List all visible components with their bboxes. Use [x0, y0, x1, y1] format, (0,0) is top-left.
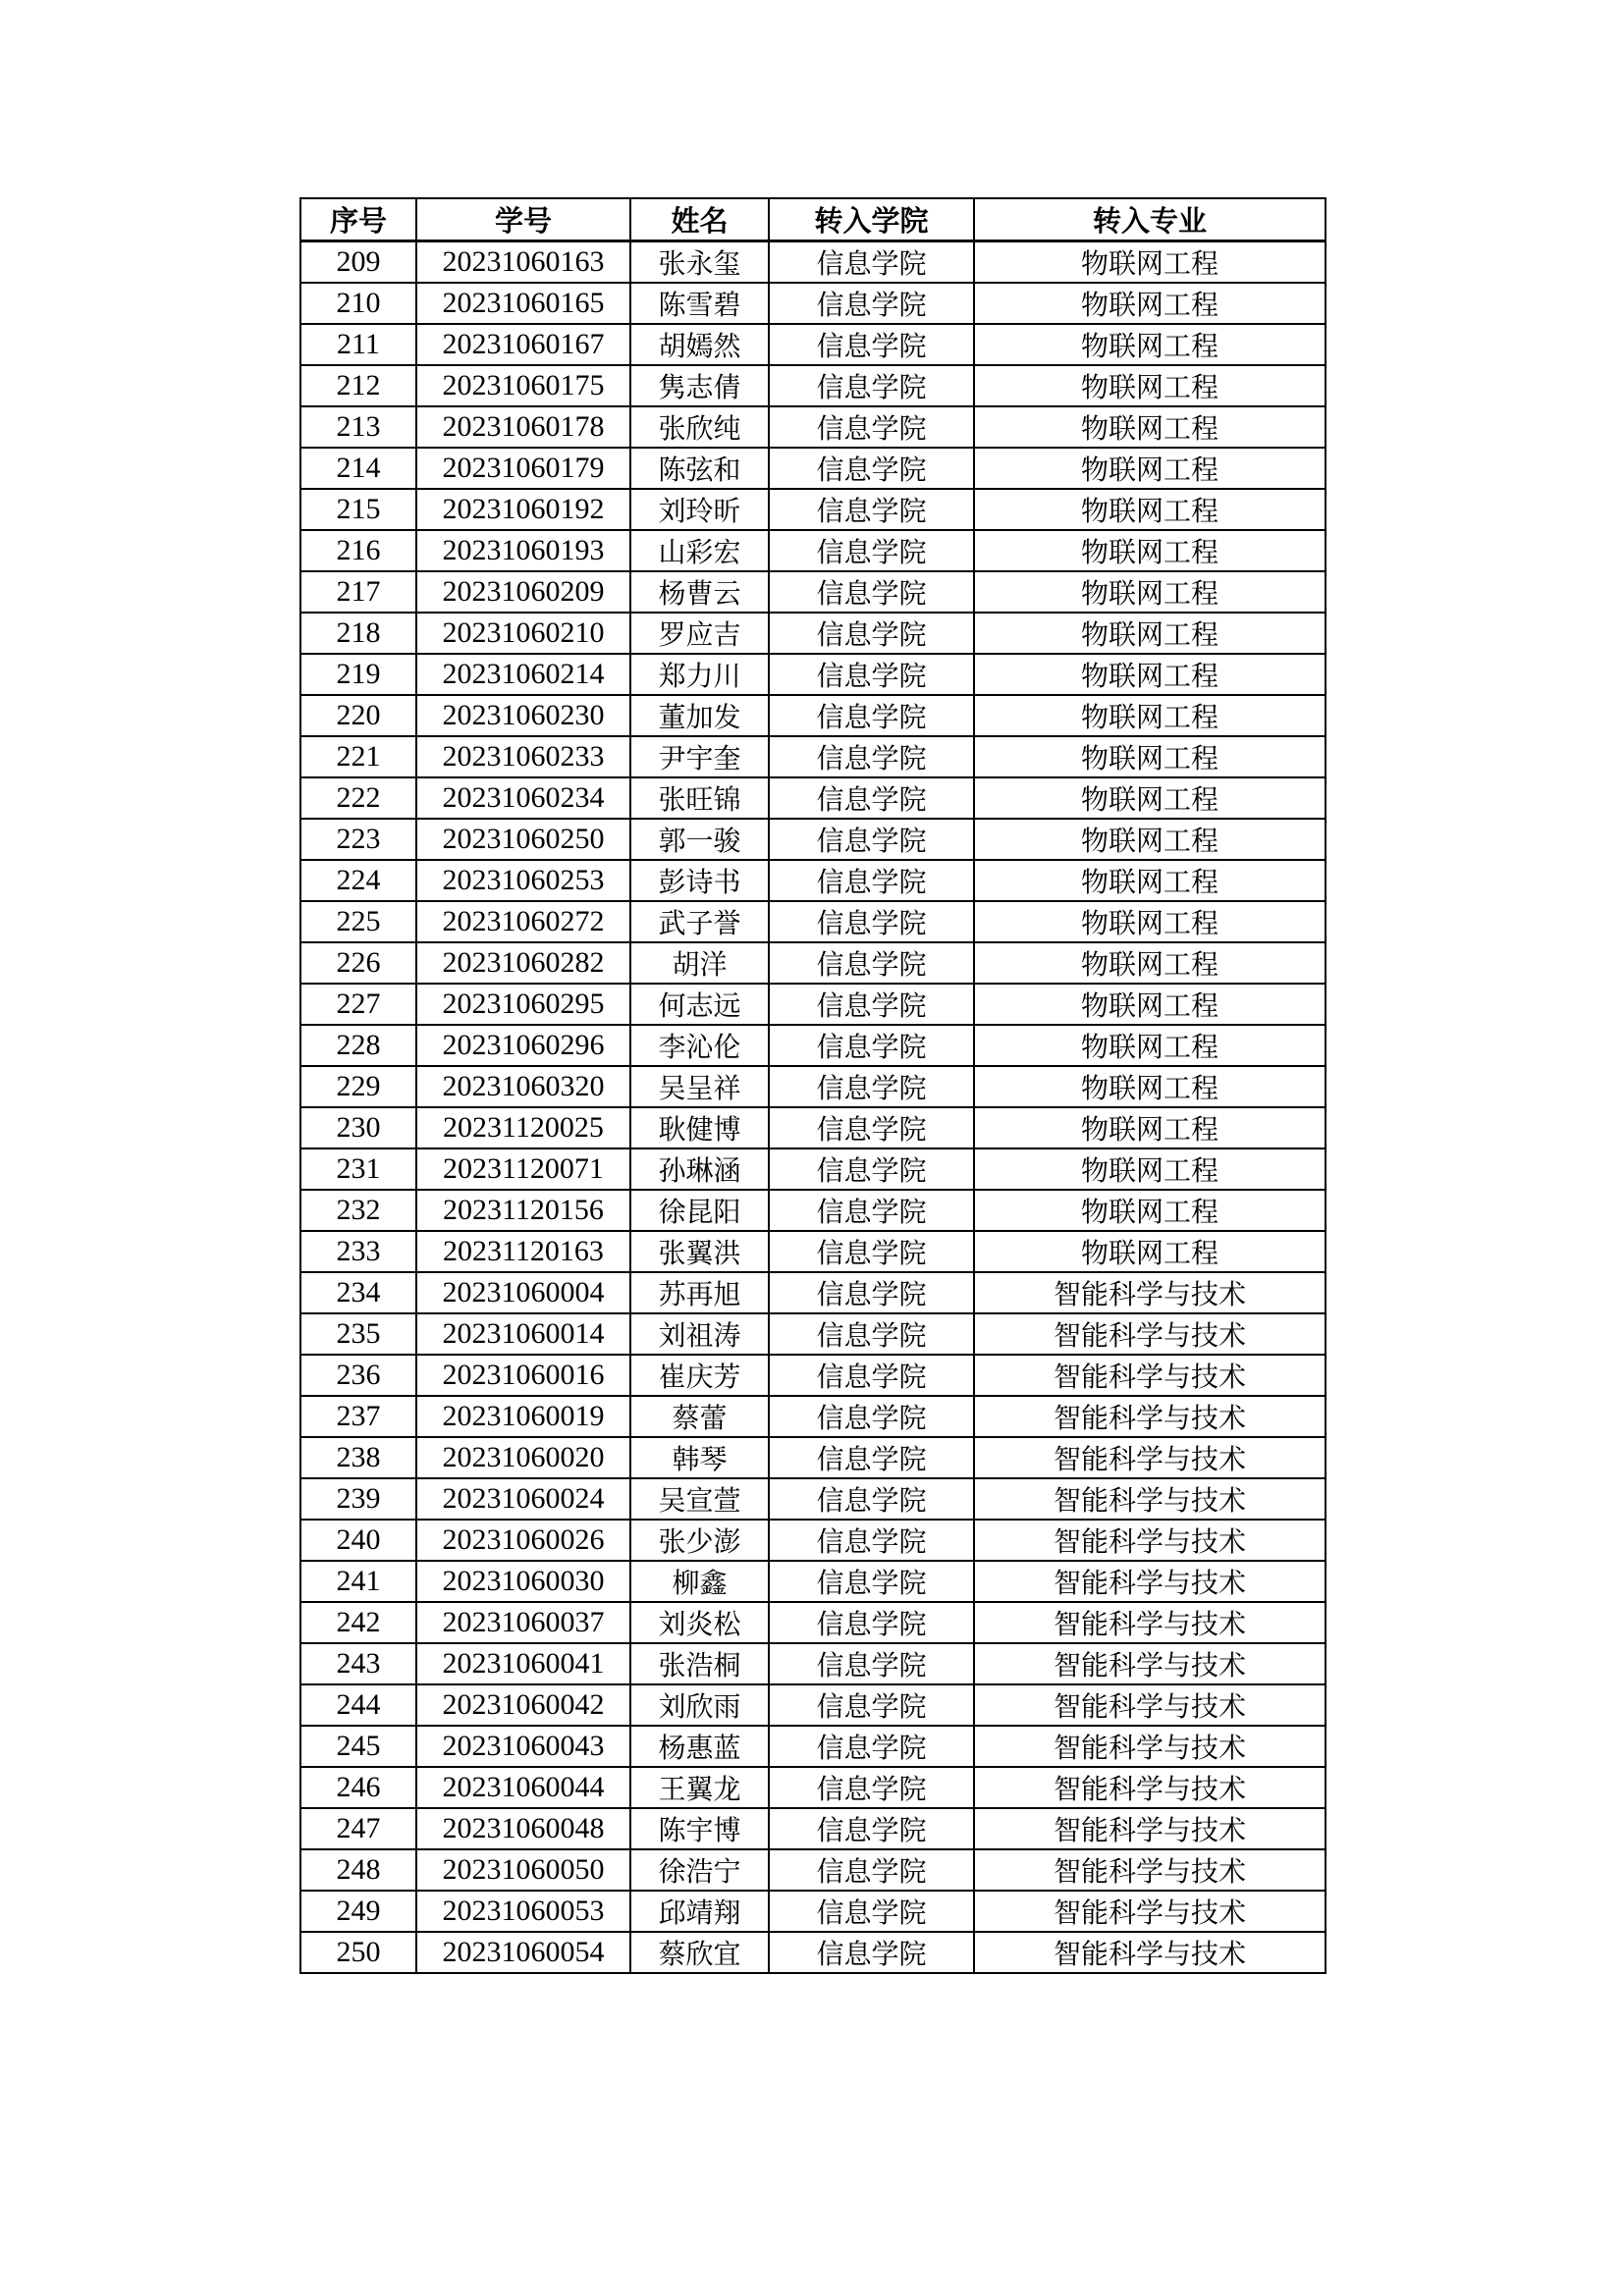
cell-student-id: 20231060179 — [416, 448, 630, 489]
cell-name: 韩琴 — [630, 1437, 769, 1478]
cell-target-major: 智能科学与技术 — [974, 1478, 1326, 1520]
cell-student-id: 20231060167 — [416, 324, 630, 365]
cell-student-id: 20231060233 — [416, 736, 630, 777]
table-row — [300, 324, 1326, 365]
cell-target-major: 智能科学与技术 — [974, 1396, 1326, 1437]
cell-name: 张浩桐 — [630, 1643, 769, 1684]
cell-index: 225 — [300, 901, 416, 942]
table-row — [300, 241, 1326, 284]
table-row — [300, 1684, 1326, 1726]
cell-student-id: 20231060253 — [416, 860, 630, 901]
cell-student-id: 20231060214 — [416, 654, 630, 695]
cell-target-college: 信息学院 — [769, 1190, 974, 1231]
table-row — [300, 777, 1326, 819]
cell-target-college: 信息学院 — [769, 1520, 974, 1561]
table-row — [300, 1808, 1326, 1849]
cell-target-major: 物联网工程 — [974, 984, 1326, 1025]
table-row — [300, 1437, 1326, 1478]
cell-target-major: 智能科学与技术 — [974, 1684, 1326, 1726]
cell-target-college: 信息学院 — [769, 901, 974, 942]
cell-index: 214 — [300, 448, 416, 489]
cell-index: 218 — [300, 613, 416, 654]
table-row — [300, 1602, 1326, 1643]
cell-target-college: 信息学院 — [769, 1148, 974, 1190]
cell-student-id: 20231120025 — [416, 1107, 630, 1148]
cell-student-id: 20231060234 — [416, 777, 630, 819]
cell-student-id: 20231060042 — [416, 1684, 630, 1726]
cell-target-major: 智能科学与技术 — [974, 1602, 1326, 1643]
cell-name: 吴呈祥 — [630, 1066, 769, 1107]
table-row — [300, 819, 1326, 860]
table-row — [300, 1891, 1326, 1932]
cell-target-college: 信息学院 — [769, 1396, 974, 1437]
cell-target-college: 信息学院 — [769, 530, 974, 571]
cell-target-major: 智能科学与技术 — [974, 1313, 1326, 1355]
table-row — [300, 489, 1326, 530]
cell-target-college: 信息学院 — [769, 736, 974, 777]
cell-target-college: 信息学院 — [769, 819, 974, 860]
cell-index: 248 — [300, 1849, 416, 1891]
cell-index: 244 — [300, 1684, 416, 1726]
table-row — [300, 942, 1326, 984]
cell-student-id: 20231060030 — [416, 1561, 630, 1602]
cell-name: 刘玲昕 — [630, 489, 769, 530]
table-row — [300, 1107, 1326, 1148]
cell-student-id: 20231060044 — [416, 1767, 630, 1808]
cell-student-id: 20231060175 — [416, 365, 630, 406]
cell-name: 陈宇博 — [630, 1808, 769, 1849]
table-row — [300, 1849, 1326, 1891]
table-row — [300, 736, 1326, 777]
cell-index: 227 — [300, 984, 416, 1025]
cell-index: 242 — [300, 1602, 416, 1643]
cell-target-major: 智能科学与技术 — [974, 1767, 1326, 1808]
cell-target-major: 物联网工程 — [974, 819, 1326, 860]
cell-target-college: 信息学院 — [769, 695, 974, 736]
cell-name: 李沁伦 — [630, 1025, 769, 1066]
cell-target-major: 智能科学与技术 — [974, 1849, 1326, 1891]
cell-student-id: 20231060209 — [416, 571, 630, 613]
cell-target-major: 物联网工程 — [974, 1107, 1326, 1148]
cell-name: 杨惠蓝 — [630, 1726, 769, 1767]
cell-name: 山彩宏 — [630, 530, 769, 571]
cell-name: 何志远 — [630, 984, 769, 1025]
cell-student-id: 20231060210 — [416, 613, 630, 654]
cell-index: 229 — [300, 1066, 416, 1107]
cell-target-college: 信息学院 — [769, 1891, 974, 1932]
cell-target-major: 物联网工程 — [974, 613, 1326, 654]
cell-student-id: 20231060193 — [416, 530, 630, 571]
cell-index: 223 — [300, 819, 416, 860]
cell-target-major: 智能科学与技术 — [974, 1932, 1326, 1973]
cell-student-id: 20231060163 — [416, 241, 630, 284]
cell-student-id: 20231060192 — [416, 489, 630, 530]
cell-target-college: 信息学院 — [769, 942, 974, 984]
cell-index: 219 — [300, 654, 416, 695]
cell-name: 蔡蕾 — [630, 1396, 769, 1437]
cell-target-major: 智能科学与技术 — [974, 1808, 1326, 1849]
cell-student-id: 20231060014 — [416, 1313, 630, 1355]
table-row — [300, 1561, 1326, 1602]
table-row — [300, 1767, 1326, 1808]
cell-name: 隽志倩 — [630, 365, 769, 406]
cell-target-major: 智能科学与技术 — [974, 1437, 1326, 1478]
cell-index: 210 — [300, 283, 416, 324]
cell-name: 郭一骏 — [630, 819, 769, 860]
cell-target-major: 物联网工程 — [974, 324, 1326, 365]
cell-target-major: 智能科学与技术 — [974, 1726, 1326, 1767]
cell-target-major: 物联网工程 — [974, 736, 1326, 777]
header-target-major: 转入专业 — [974, 198, 1326, 241]
table-row — [300, 1272, 1326, 1313]
cell-target-major: 物联网工程 — [974, 448, 1326, 489]
cell-target-college: 信息学院 — [769, 777, 974, 819]
cell-target-college: 信息学院 — [769, 1932, 974, 1973]
header-name: 姓名 — [630, 198, 769, 241]
cell-target-college: 信息学院 — [769, 1767, 974, 1808]
cell-index: 221 — [300, 736, 416, 777]
cell-index: 246 — [300, 1767, 416, 1808]
cell-student-id: 20231060272 — [416, 901, 630, 942]
cell-index: 239 — [300, 1478, 416, 1520]
cell-target-college: 信息学院 — [769, 1602, 974, 1643]
cell-index: 250 — [300, 1932, 416, 1973]
cell-index: 212 — [300, 365, 416, 406]
table-row — [300, 1520, 1326, 1561]
cell-target-college: 信息学院 — [769, 1726, 974, 1767]
table-row — [300, 1478, 1326, 1520]
cell-index: 215 — [300, 489, 416, 530]
cell-index: 222 — [300, 777, 416, 819]
cell-index: 231 — [300, 1148, 416, 1190]
cell-target-major: 物联网工程 — [974, 942, 1326, 984]
cell-name: 陈雪碧 — [630, 283, 769, 324]
cell-index: 245 — [300, 1726, 416, 1767]
table-row — [300, 901, 1326, 942]
cell-name: 苏再旭 — [630, 1272, 769, 1313]
cell-target-college: 信息学院 — [769, 1561, 974, 1602]
cell-target-major: 智能科学与技术 — [974, 1520, 1326, 1561]
table-row — [300, 530, 1326, 571]
cell-index: 240 — [300, 1520, 416, 1561]
cell-target-college: 信息学院 — [769, 1643, 974, 1684]
cell-student-id: 20231060053 — [416, 1891, 630, 1932]
cell-index: 211 — [300, 324, 416, 365]
cell-target-major: 智能科学与技术 — [974, 1355, 1326, 1396]
cell-target-major: 物联网工程 — [974, 530, 1326, 571]
cell-target-college: 信息学院 — [769, 1437, 974, 1478]
cell-name: 张旺锦 — [630, 777, 769, 819]
table-row — [300, 406, 1326, 448]
cell-name: 吴宣萱 — [630, 1478, 769, 1520]
table-row — [300, 1932, 1326, 1973]
header-student-id: 学号 — [416, 198, 630, 241]
cell-name: 刘炎松 — [630, 1602, 769, 1643]
table-row — [300, 984, 1326, 1025]
cell-name: 董加发 — [630, 695, 769, 736]
cell-student-id: 20231060037 — [416, 1602, 630, 1643]
cell-name: 徐浩宁 — [630, 1849, 769, 1891]
cell-student-id: 20231060054 — [416, 1932, 630, 1973]
cell-index: 232 — [300, 1190, 416, 1231]
cell-student-id: 20231060026 — [416, 1520, 630, 1561]
cell-name: 崔庆芳 — [630, 1355, 769, 1396]
cell-index: 213 — [300, 406, 416, 448]
cell-name: 徐昆阳 — [630, 1190, 769, 1231]
cell-target-college: 信息学院 — [769, 406, 974, 448]
cell-target-college: 信息学院 — [769, 1849, 974, 1891]
table-row — [300, 365, 1326, 406]
cell-student-id: 20231060043 — [416, 1726, 630, 1767]
cell-target-college: 信息学院 — [769, 324, 974, 365]
cell-target-college: 信息学院 — [769, 1025, 974, 1066]
cell-target-college: 信息学院 — [769, 489, 974, 530]
cell-name: 张翼洪 — [630, 1231, 769, 1272]
cell-index: 228 — [300, 1025, 416, 1066]
cell-student-id: 20231060024 — [416, 1478, 630, 1520]
cell-target-college: 信息学院 — [769, 1313, 974, 1355]
cell-student-id: 20231120156 — [416, 1190, 630, 1231]
cell-name: 蔡欣宜 — [630, 1932, 769, 1973]
cell-name: 胡洋 — [630, 942, 769, 984]
cell-student-id: 20231060020 — [416, 1437, 630, 1478]
cell-target-major: 物联网工程 — [974, 571, 1326, 613]
table-header-row — [300, 198, 1326, 241]
cell-name: 彭诗书 — [630, 860, 769, 901]
table-row — [300, 695, 1326, 736]
cell-target-major: 物联网工程 — [974, 1066, 1326, 1107]
cell-target-major: 物联网工程 — [974, 365, 1326, 406]
cell-target-major: 物联网工程 — [974, 1148, 1326, 1190]
table-row — [300, 1313, 1326, 1355]
cell-target-college: 信息学院 — [769, 1066, 974, 1107]
table-row — [300, 448, 1326, 489]
cell-name: 柳鑫 — [630, 1561, 769, 1602]
cell-target-college: 信息学院 — [769, 571, 974, 613]
table-row — [300, 654, 1326, 695]
cell-student-id: 20231060282 — [416, 942, 630, 984]
table-row — [300, 1190, 1326, 1231]
cell-name: 刘祖涛 — [630, 1313, 769, 1355]
cell-index: 249 — [300, 1891, 416, 1932]
cell-student-id: 20231060019 — [416, 1396, 630, 1437]
cell-target-college: 信息学院 — [769, 654, 974, 695]
cell-name: 邱靖翔 — [630, 1891, 769, 1932]
cell-target-major: 智能科学与技术 — [974, 1643, 1326, 1684]
cell-index: 235 — [300, 1313, 416, 1355]
cell-index: 243 — [300, 1643, 416, 1684]
cell-student-id: 20231060296 — [416, 1025, 630, 1066]
cell-index: 236 — [300, 1355, 416, 1396]
cell-index: 230 — [300, 1107, 416, 1148]
table-row — [300, 1148, 1326, 1190]
cell-target-college: 信息学院 — [769, 1355, 974, 1396]
cell-name: 杨曹云 — [630, 571, 769, 613]
cell-target-major: 智能科学与技术 — [974, 1561, 1326, 1602]
cell-name: 郑力川 — [630, 654, 769, 695]
table-row — [300, 1231, 1326, 1272]
cell-target-major: 物联网工程 — [974, 1231, 1326, 1272]
cell-target-major: 物联网工程 — [974, 1190, 1326, 1231]
cell-name: 张少澎 — [630, 1520, 769, 1561]
cell-name: 耿健博 — [630, 1107, 769, 1148]
cell-target-major: 物联网工程 — [974, 1025, 1326, 1066]
cell-index: 216 — [300, 530, 416, 571]
cell-student-id: 20231060250 — [416, 819, 630, 860]
cell-index: 220 — [300, 695, 416, 736]
cell-name: 王翼龙 — [630, 1767, 769, 1808]
cell-target-college: 信息学院 — [769, 1808, 974, 1849]
cell-target-major: 物联网工程 — [974, 654, 1326, 695]
cell-target-college: 信息学院 — [769, 1478, 974, 1520]
cell-student-id: 20231120071 — [416, 1148, 630, 1190]
table-row — [300, 1025, 1326, 1066]
header-index: 序号 — [300, 198, 416, 241]
table-row — [300, 1396, 1326, 1437]
table-row — [300, 860, 1326, 901]
cell-student-id: 20231060230 — [416, 695, 630, 736]
cell-index: 234 — [300, 1272, 416, 1313]
table-row — [300, 613, 1326, 654]
cell-name: 罗应吉 — [630, 613, 769, 654]
cell-student-id: 20231060050 — [416, 1849, 630, 1891]
cell-target-college: 信息学院 — [769, 283, 974, 324]
cell-target-college: 信息学院 — [769, 365, 974, 406]
cell-name: 孙琳涵 — [630, 1148, 769, 1190]
cell-name: 陈弦和 — [630, 448, 769, 489]
cell-student-id: 20231060320 — [416, 1066, 630, 1107]
cell-index: 209 — [300, 241, 416, 284]
cell-target-college: 信息学院 — [769, 613, 974, 654]
cell-name: 张欣纯 — [630, 406, 769, 448]
cell-target-college: 信息学院 — [769, 860, 974, 901]
table-row — [300, 283, 1326, 324]
cell-target-major: 物联网工程 — [974, 860, 1326, 901]
cell-student-id: 20231120163 — [416, 1231, 630, 1272]
cell-name: 张永玺 — [630, 241, 769, 284]
cell-index: 233 — [300, 1231, 416, 1272]
cell-index: 241 — [300, 1561, 416, 1602]
cell-index: 226 — [300, 942, 416, 984]
cell-target-college: 信息学院 — [769, 1684, 974, 1726]
table-row — [300, 1643, 1326, 1684]
cell-student-id: 20231060178 — [416, 406, 630, 448]
cell-student-id: 20231060165 — [416, 283, 630, 324]
cell-index: 224 — [300, 860, 416, 901]
cell-target-college: 信息学院 — [769, 1231, 974, 1272]
cell-student-id: 20231060295 — [416, 984, 630, 1025]
cell-target-major: 物联网工程 — [974, 241, 1326, 284]
table-row — [300, 571, 1326, 613]
cell-target-college: 信息学院 — [769, 1272, 974, 1313]
cell-target-major: 物联网工程 — [974, 489, 1326, 530]
cell-target-major: 物联网工程 — [974, 777, 1326, 819]
cell-student-id: 20231060004 — [416, 1272, 630, 1313]
cell-target-college: 信息学院 — [769, 448, 974, 489]
cell-target-college: 信息学院 — [769, 241, 974, 284]
header-target-college: 转入学院 — [769, 198, 974, 241]
cell-target-major: 智能科学与技术 — [974, 1272, 1326, 1313]
cell-student-id: 20231060016 — [416, 1355, 630, 1396]
cell-index: 237 — [300, 1396, 416, 1437]
cell-index: 238 — [300, 1437, 416, 1478]
cell-index: 217 — [300, 571, 416, 613]
cell-name: 胡嫣然 — [630, 324, 769, 365]
cell-name: 尹宇奎 — [630, 736, 769, 777]
cell-index: 247 — [300, 1808, 416, 1849]
cell-student-id: 20231060048 — [416, 1808, 630, 1849]
cell-target-major: 智能科学与技术 — [974, 1891, 1326, 1932]
cell-target-major: 物联网工程 — [974, 695, 1326, 736]
table-row — [300, 1355, 1326, 1396]
cell-target-major: 物联网工程 — [974, 406, 1326, 448]
table-body — [300, 241, 1326, 1974]
table-row — [300, 1726, 1326, 1767]
cell-target-college: 信息学院 — [769, 984, 974, 1025]
cell-target-college: 信息学院 — [769, 1107, 974, 1148]
cell-target-major: 物联网工程 — [974, 901, 1326, 942]
cell-target-major: 物联网工程 — [974, 283, 1326, 324]
cell-name: 武子誉 — [630, 901, 769, 942]
cell-name: 刘欣雨 — [630, 1684, 769, 1726]
cell-student-id: 20231060041 — [416, 1643, 630, 1684]
table-row — [300, 1066, 1326, 1107]
transfer-student-table — [299, 197, 1326, 1974]
